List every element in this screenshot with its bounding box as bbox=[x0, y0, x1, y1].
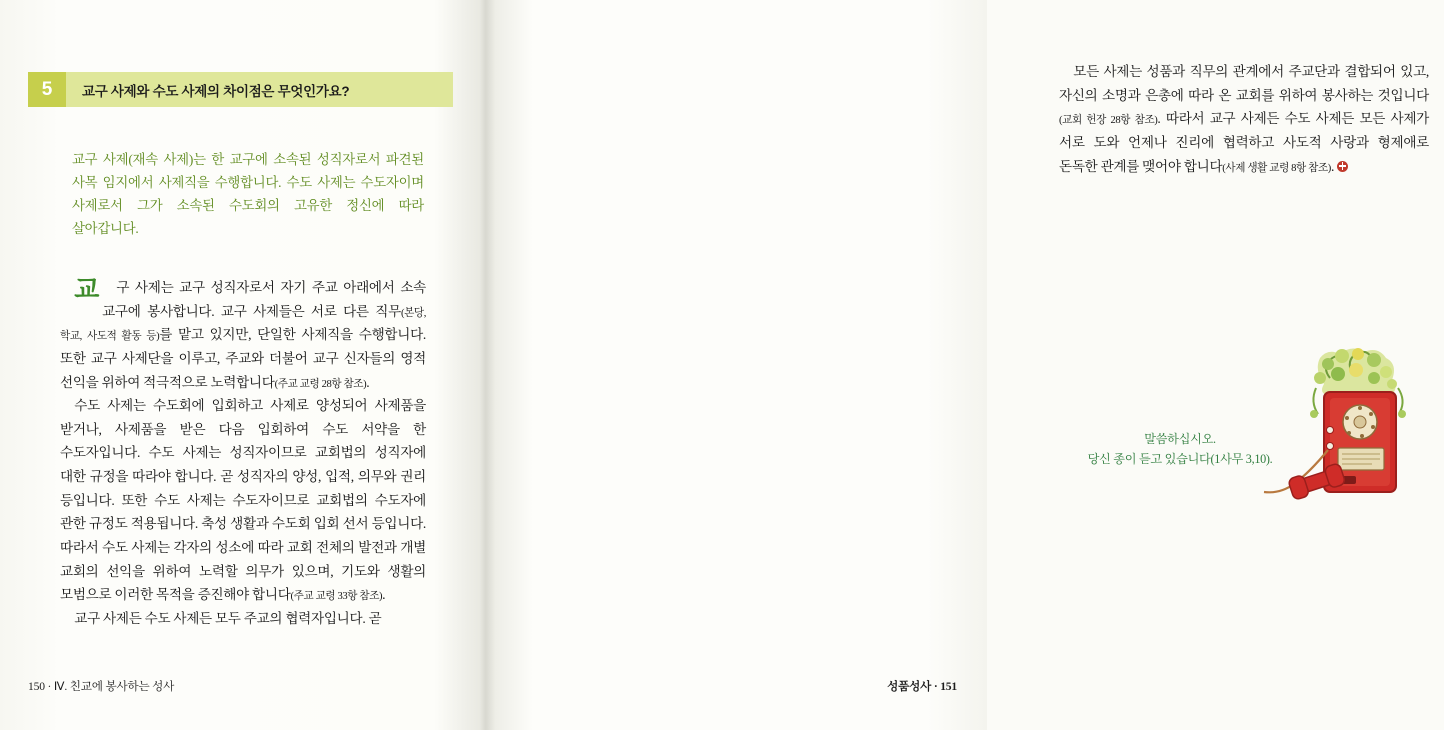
caption-line-2: 당신 종이 듣고 있습니다(1사무 3,10). bbox=[1087, 451, 1273, 466]
paragraph-2-main: 수도 사제는 수도회에 입회하고 사제로 양성되어 사제품을 받거나, 사제품을 받은 다음 입회하여 수도 서약을 한 수도자입니다. 수도 사제는 성직자이므로 교회법의 성직자에 대한 규정을 따라야 합니다. 곧 성직자의 양성, 입적, 의무와 권리 등입니다. 또한 수도 사제는 수도자이므로 교회법의 수도자에 관한 규정도 적용됩니다. 축성 생활과 수도회 입회 선서 등입니다. 따라서 수도 사제는 각자의 성소에 따라 교회 전체의 발전과 개별 교회의 선익을 위하여 노력할 의무가 있으며, 기도와 생활의 모범으로 이러한 목적을 증진해야 합니다 bbox=[60, 398, 426, 603]
telephone-illustration bbox=[1294, 330, 1444, 545]
right-paragraph-1-main: 모든 사제는 성품과 직무의 관계에서 주교단과 결합되어 있고, 자신의 소명과 은총에 따라 온 교회를 위하여 봉사하는 것입니다 bbox=[1059, 64, 1429, 103]
footer-right: 성품성사 · 151 bbox=[887, 680, 957, 693]
cross-icon bbox=[1337, 161, 1348, 172]
paragraph-2-reference: (주교 교령 33항 참조) bbox=[290, 591, 383, 603]
left-page bbox=[0, 0, 493, 730]
dropcap-letter: 교 bbox=[74, 275, 100, 304]
paragraph-1-continued: 를 맡고 있지만, 단일한 사제직을 수행합니다. 또한 교구 사제단을 이루고, 주교와 더불어 교구 신자들의 영적 선익을 위하여 적극적으로 노력합니다 bbox=[60, 327, 426, 390]
right-page bbox=[494, 0, 1429, 730]
left-body-text bbox=[60, 276, 426, 631]
right-paragraph-1 bbox=[1059, 60, 1429, 178]
summary-block: 교구 사제(재속 사제)는 한 교구에 소속된 성직자로서 파견된 사목 임지에서 사제직을 수행합니다. 수도 사제는 수도자이며 사제로서 그가 소속된 수도회의 고유한 정신에 따라 살아갑니다. bbox=[72, 152, 424, 237]
right-paragraph-1-end: . bbox=[1330, 158, 1335, 174]
right-body-text bbox=[1059, 60, 1429, 178]
paragraph-1-end: . bbox=[366, 374, 370, 390]
question-number: 5 bbox=[28, 72, 66, 107]
right-paragraph-1-reference-1: (교회 헌장 28항 참조) bbox=[1059, 115, 1158, 127]
paragraph-2-end: . bbox=[382, 587, 386, 603]
paragraph-2 bbox=[60, 394, 426, 607]
caption-line-1: 말씀하십시오. bbox=[1144, 432, 1216, 446]
question-header bbox=[28, 72, 453, 107]
footer-left: 150 · Ⅳ. 친교에 봉사하는 성사 bbox=[28, 680, 175, 693]
right-paragraph-1-reference-2: (사제 생활 교령 8항 참조) bbox=[1222, 162, 1331, 174]
paragraph-1 bbox=[60, 276, 426, 394]
handset-icon bbox=[1288, 463, 1346, 501]
paragraph-1-main: 구 사제는 교구 성직자로서 자기 주교 아래에서 소속 교구에 봉사합니다. 교구 사제들은 서로 다른 직무 bbox=[102, 280, 426, 319]
illustration-caption bbox=[1072, 430, 1288, 469]
right-paragraph-1-continued: . 따라서 교구 사제든 수도 사제든 모든 사제가 서로 도와 언제나 진리에 협력하고 사도적 사랑과 형제애로 돈독한 관계를 맺어야 합니다 bbox=[1059, 111, 1429, 174]
paragraph-3: 교구 사제든 수도 사제든 모두 주교의 협력자입니다. 곧 bbox=[74, 610, 382, 626]
page-title: 교구 사제와 수도 사제의 차이점은 무엇인가요? bbox=[82, 83, 350, 99]
question-title-bar bbox=[66, 72, 453, 107]
paragraph-1-reference-1: (본당, 학교, 사도적 활동 등) bbox=[60, 307, 426, 343]
paragraph-1-reference-2: (주교 교령 28항 참조) bbox=[274, 378, 367, 390]
